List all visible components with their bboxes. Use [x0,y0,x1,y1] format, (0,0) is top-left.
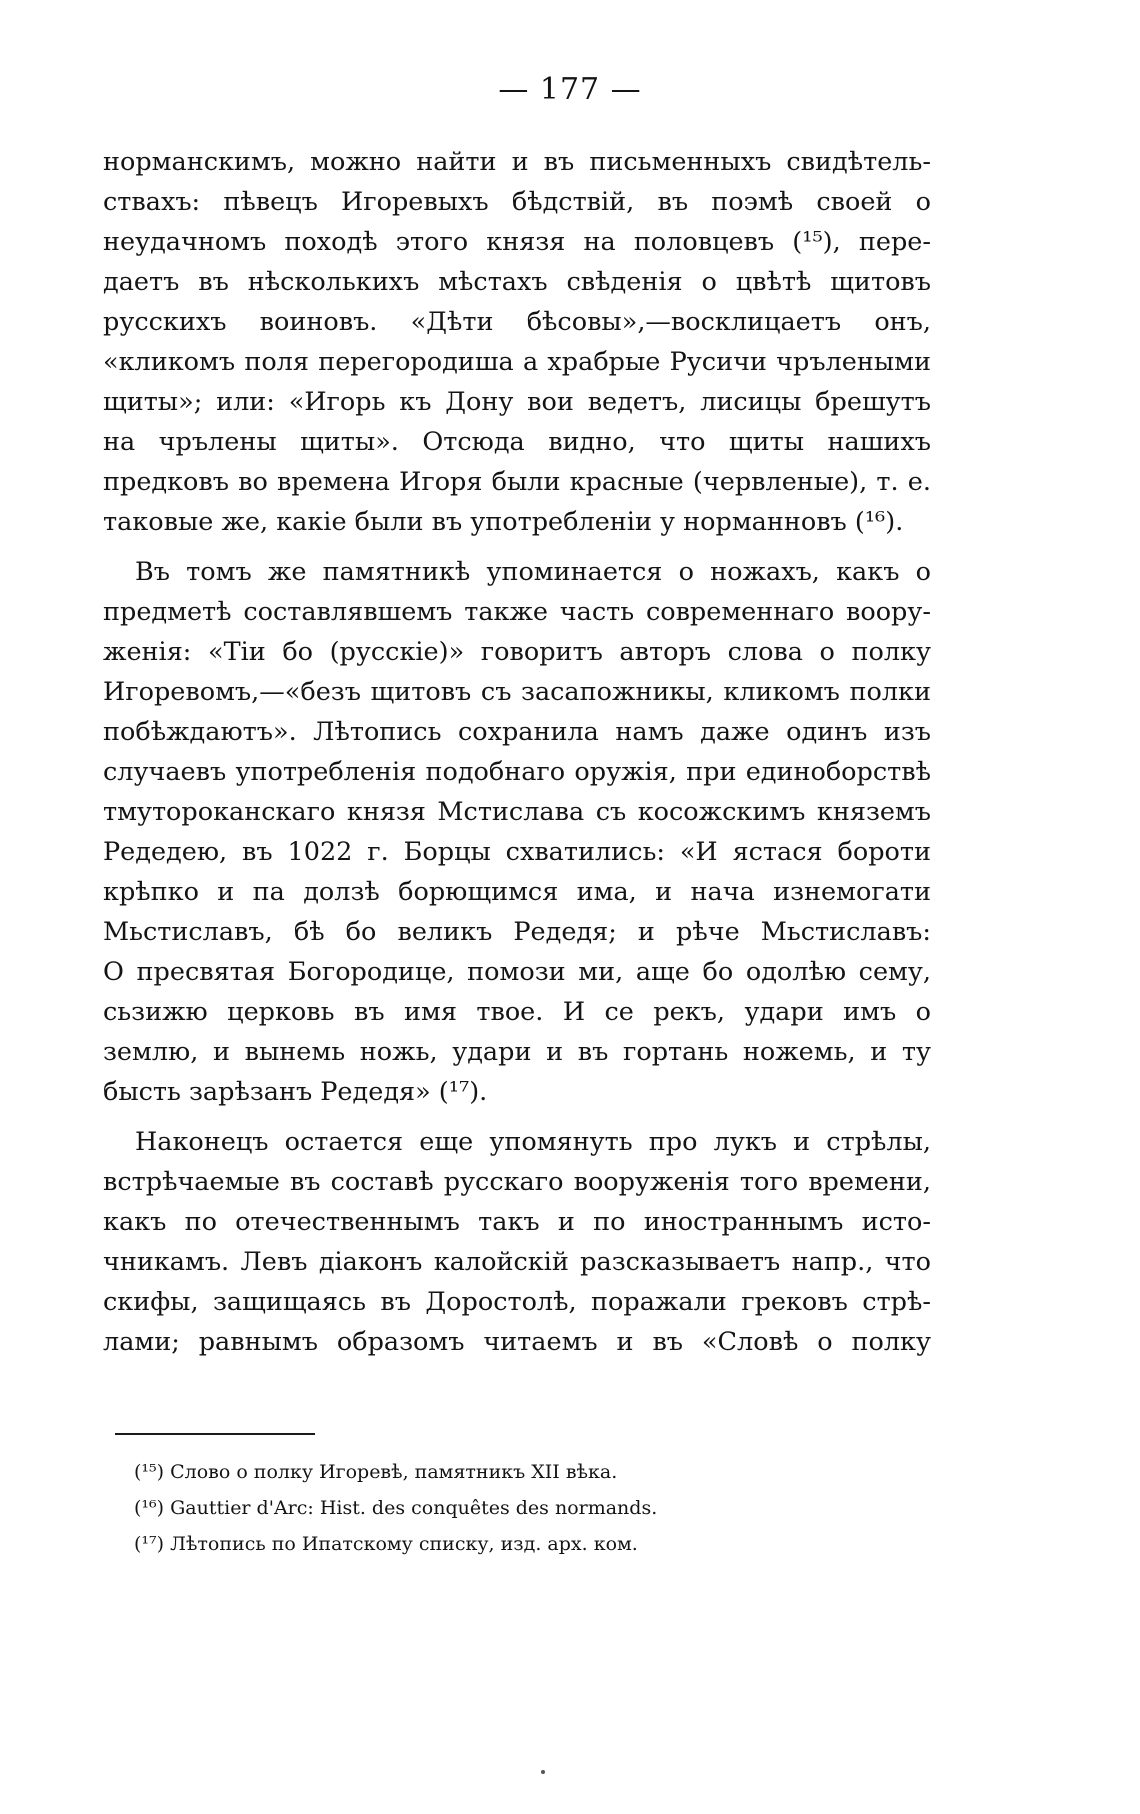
text-line: случаевъ употребленія подобнаго оружія, при единоборствѣ [103,757,931,787]
text-line: норманскимъ, можно найти и въ письменныхъ свидѣтель- [103,147,931,177]
text-line: женія: «Тіи бо (русскіе)» говоритъ авторъ слова о полку [103,637,931,667]
text-line: бысть зарѣзанъ Редедя» (¹⁷). [103,1077,488,1107]
text-line: тмутороканскаго князя Мстислава съ косожскимъ княземъ [103,797,931,827]
stray-ink-dot [541,1770,545,1774]
footnotes [134,1454,854,1562]
footnote: (¹⁶) Gauttier d'Arc: Hist. des conquêtes des normands. [134,1497,658,1519]
text-line: Игоревомъ,—«безъ щитовъ съ засапожникы, кликомъ полки [103,677,931,707]
text-line: на чрълены щиты». Отсюда видно, что щиты нашихъ [103,427,931,457]
text-line: «кликомъ поля перегородиша а храбрые Русичи чрълеными [103,347,931,377]
text-line: Въ томъ же памятникѣ упоминается о ножахъ, какъ о [135,557,931,587]
text-line: чникамъ. Левъ діаконъ калойскій разсказываетъ напр., что [103,1247,931,1277]
footnote: (¹⁷) Лѣтопись по Ипатскому списку, изд. арх. ком. [134,1533,638,1555]
text-line: таковые же, какіе были въ употребленіи у норманновъ (¹⁶). [103,507,904,537]
footnote: (¹⁵) Слово о полку Игоревѣ, памятникъ XII вѣка. [134,1461,618,1483]
text-line: щиты»; или: «Игорь къ Дону вои ведетъ, лисицы брешутъ [103,387,931,417]
paragraph [103,1122,931,1362]
page-number: — 177 — [498,72,642,107]
footnote-separator [115,1433,315,1435]
text-line: какъ по отечественнымъ такъ и по иностраннымъ исто- [103,1207,931,1237]
text-line: лами; равнымъ образомъ читаемъ и въ «Словѣ о полку [103,1327,931,1357]
text-line: даетъ въ нѣсколькихъ мѣстахъ свѣденія о цвѣтѣ щитовъ [103,267,931,297]
text-line: крѣпко и па долзѣ борющимся има, и нача изнемогати [103,877,931,907]
text-line: предковъ во времена Игоря были красные (червленые), т. е. [103,467,931,497]
paragraph [103,142,931,542]
text-line: сьзижю церковь въ имя твое. И се рекъ, удари имъ о [103,997,931,1027]
text-line: землю, и вынемь ножь, удари и въ гортань ножемь, и ту [103,1037,931,1067]
text-line: Редедею, въ 1022 г. Борцы схватились: «И ястася бороти [103,837,931,867]
text-line: неудачномъ походѣ этого князя на половцевъ (¹⁵), пере- [103,227,931,257]
text-line: О пресвятая Богородице, помози ми, аще бо одолѣю сему, [103,957,931,987]
text-line: Мьстиславъ, бѣ бо великъ Редедя; и рѣче Мьстиславъ: [103,917,931,947]
text-line: русскихъ воиновъ. «Дѣти бѣсовы»,—восклицаетъ онъ, [103,307,931,337]
text-line: предметѣ составлявшемъ также часть современнаго воору- [103,597,931,627]
text-line: скифы, защищаясь въ Доростолѣ, поражали грековъ стрѣ- [103,1287,931,1317]
text-line: побѣждаютъ». Лѣтопись сохранила намъ даже одинъ изъ [103,717,931,747]
text-line: встрѣчаемые въ составѣ русскаго вооруженія того времени, [103,1167,931,1197]
paragraph [103,552,931,1112]
text-line: ствахъ: пѣвецъ Игоревыхъ бѣдствій, въ поэмѣ своей о [103,187,931,217]
body-text [103,142,931,1362]
text-line: Наконецъ остается еще упомянуть про лукъ и стрѣлы, [135,1127,931,1157]
